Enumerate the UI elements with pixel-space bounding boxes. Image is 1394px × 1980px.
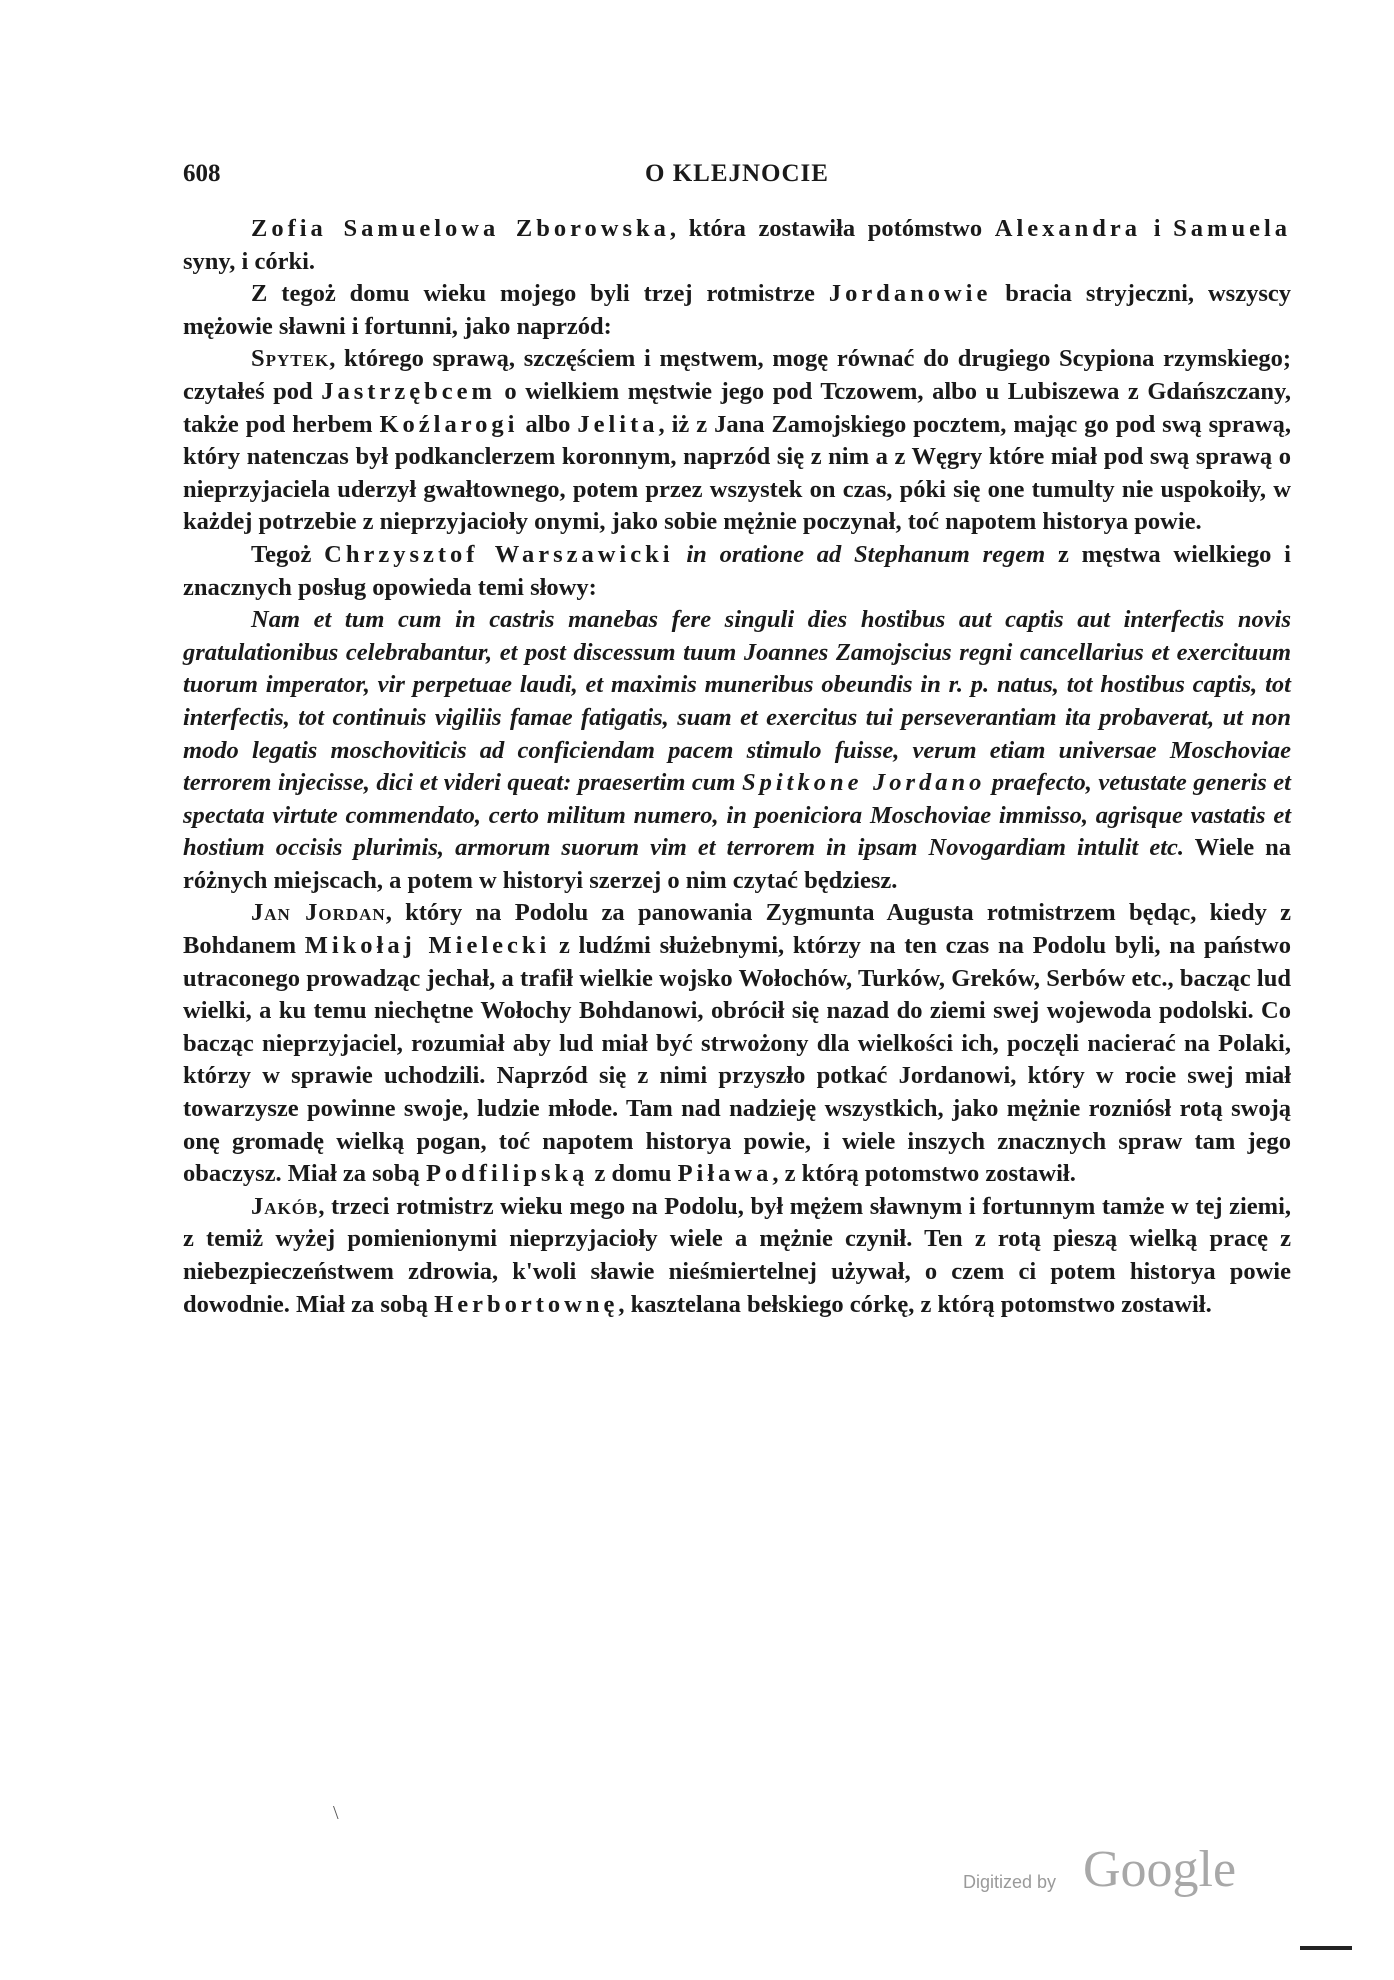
text-run: syny, i córki. <box>183 247 316 275</box>
paragraph-4 <box>183 539 1291 604</box>
paragraph-7 <box>183 1191 1291 1321</box>
text-run: , z którą potomstwo zostawił. <box>772 1160 1076 1188</box>
text-run: Tegoż <box>251 540 325 568</box>
spaced-name: Zofia Samuelowa Zborowska <box>251 215 670 242</box>
text-run: z domu <box>588 1160 678 1188</box>
spaced-name: Alexandra <box>994 215 1142 242</box>
text-run: albo <box>518 410 578 438</box>
italic-run: praefecto, vetustate generis et spectata virtute commendato, certo militum numero, in poeniciora Moschoviae immisso, agrisque vastatis et hostium occisis plurimis, armorum suorum vim et terrorem in ipsam Novogardiam intulit etc. <box>183 769 1291 862</box>
spaced-name: Koźlarogi <box>379 410 519 438</box>
paragraph-3 <box>183 343 1291 539</box>
main-text <box>183 213 1291 1321</box>
text-run: Z tegoż domu wieku mojego byli trzej rotmistrze <box>251 280 829 308</box>
spaced-name: Jordanowie <box>828 280 992 308</box>
page-header <box>183 160 1291 194</box>
italic-run: Nam et tum cum in castris manebas fere singuli dies hostibus aut captis aut interfectis novis gratulationibus celebrabantur, et post discessum tuum Joannes Zamojscius regni cancellarius et exercituum tuorum imperator, vir perpetuae laudi, et maximis muneribus obeundis in r. p. natus, tot hostibus captis, tot interfectis, tot continuis vigiliis famae fatigatis, suam et exercitus tui perseverantiam ita probaverat, ut non modo legatis moschoviticis ad conficiendam pacem stimulo fuisse, verum etiam universae Moschoviae terrorem injecisse, dici et videri queat: praesertim cum <box>183 606 1291 797</box>
text-run: Wiele na różnych miejscach, a potem w historyi szerzej o nim czytać będziesz. <box>183 834 1291 894</box>
small-caps-name: Spytek <box>251 345 330 373</box>
text-run: o wielkiem męstwie jego pod Tczowem, albo u Lubiszewa z Gdańszczany, także pod herbem <box>183 377 1291 438</box>
scan-edge-mark <box>1300 1946 1352 1950</box>
text-run: , kasztelana bełskiego córkę, z którą potomstwo zostawił. <box>618 1290 1212 1318</box>
spaced-name: Podfilipską <box>425 1160 589 1188</box>
text-run: , który na Podolu za panowania Zygmunta Augusta rotmistrzem będąc, kiedy z Bohdanem <box>183 899 1292 960</box>
text-run: , iż z Jana Zamojskiego pocztem, mając go pod swą sprawą, który natenczas był podkanclerzem koronnym, naprzód się z nim a z Węgry które miał pod swą sprawą o nieprzyjaciela uderzył gwałtownego, potem przez wszystek on czas, póki się one tumulty nie uspokoiły, w każdej potrzebie z nieprzyjacioły onymi, jako sobie mężnie poczynał, toć napotem historya powie. <box>183 410 1291 536</box>
running-title: O KLEJNOCIE <box>645 160 829 187</box>
spaced-name: Chrzysztof Warszawicki <box>324 540 674 568</box>
page-number: 608 <box>183 160 221 187</box>
google-watermark: Google <box>1083 1841 1237 1898</box>
spaced-name: Piława <box>677 1160 773 1188</box>
text-run: , którego sprawą, szczęściem i męstwem, mogę równać do drugiego Scypiona rzymskiego; czytałeś pod <box>183 345 1291 405</box>
text-run: , która zostawiła potómstwo <box>669 215 995 242</box>
italic-run: in oratione ad Stephanum regem <box>673 540 1046 568</box>
text-run: , trzeci rotmistrz wieku mego na Podolu, był mężem sławnym i fortunnym tamże w tej ziemi, z temiż wyżej pomienionymi nieprzyjacioły wiele a mężnie czynił. Ten z rotą pieszą wielką pracę z niebezpieczeństwem zdrowia, k'woli sławie nieśmiertelnej używał, o czem ci potem historya powie dowodnie. Miał za sobą <box>183 1192 1291 1318</box>
spaced-name: Jelita <box>577 410 659 438</box>
digitized-by-label: Digitized by <box>963 1872 1057 1892</box>
text-run: i <box>1141 215 1174 242</box>
text-run: bracia stryjeczni, wszyscy mężowie sławni i fortunni, jako naprzód: <box>183 280 1291 340</box>
spaced-name: Spitkone Jordano <box>741 769 986 797</box>
paragraph-1 <box>183 213 1291 278</box>
spaced-name: Jastrzębcem <box>321 377 496 405</box>
small-caps-name: Jan Jordan <box>251 899 386 927</box>
small-caps-name: Jakób <box>251 1192 319 1220</box>
text-run: z męstwa wielkiego i znacznych posług opowieda temi słowy: <box>183 540 1291 601</box>
paragraph-2 <box>183 278 1291 343</box>
stray-scan-mark: \ <box>333 1802 339 1824</box>
spaced-name: Samuela <box>1173 215 1291 242</box>
spaced-name: Mikołaj Mielecki <box>304 932 551 960</box>
spaced-name: Herbortownę <box>434 1290 619 1318</box>
paragraph-6 <box>183 897 1291 1190</box>
text-run: z ludźmi służebnymi, którzy na ten czas na Podolu byli, na państwo utraconego prowadząc jechał, a trafił wielkie wojsko Wołochów, Turków, Greków, Serbów etc., bacząc lud wielki, a ku temu niechętne Wołochy Bohdanowi, obrócił się nazad do ziemi swej wojewoda podolski. Co bacząc nieprzyjaciel, rozumiał aby lud miał być strwożony dla wielkości ich, poczęli nacierać na Polaki, którzy w sprawie uchodzili. Naprzód się z nimi przyszło potkać Jordanowi, który w rocie swej miał towarzysze powinne swoje, ludzie młode. Tam nad nadzieję wszystkich, jako mężnie rozniósł rotą swoją onę gromadę wielką pogan, toć napotem historya powie, i wiele inszych znacznych spraw tam jego obaczysz. Miał za sobą <box>183 932 1291 1188</box>
latin-quote <box>183 604 1291 897</box>
